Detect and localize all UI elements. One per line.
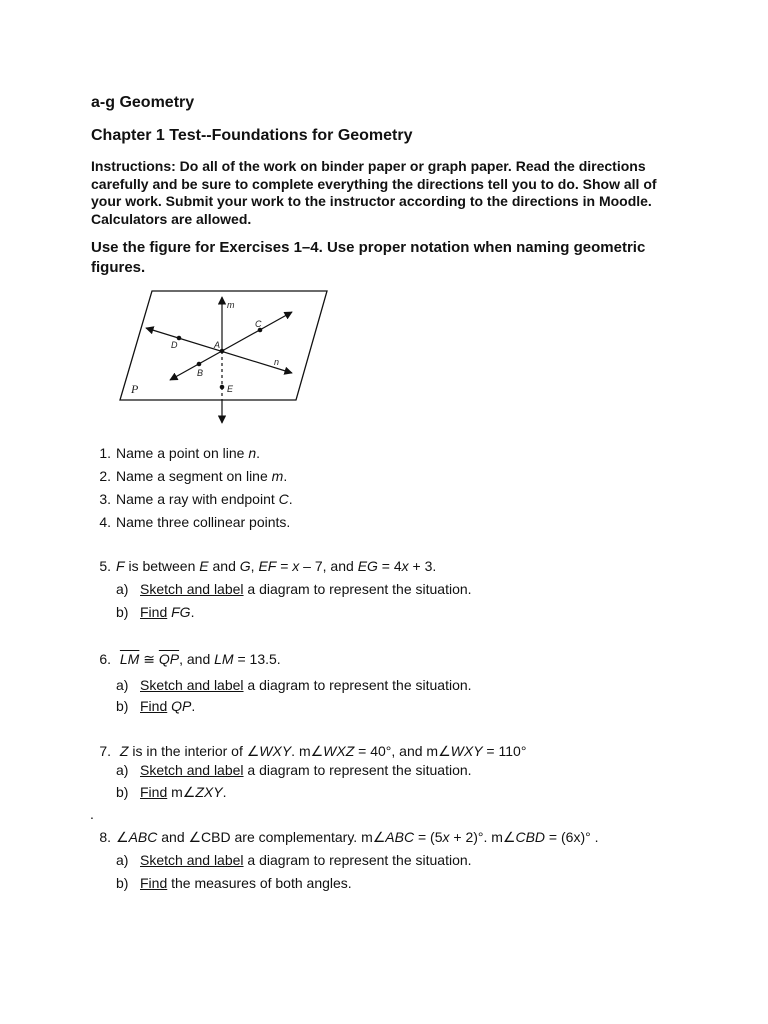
label-n: n [274, 357, 280, 367]
question-7: 7. Z is in the interior of ∠WXY. m∠WXZ = 40°, and m∠WXY = 110° [99, 743, 527, 759]
question-8a: a) Sketch and label a diagram to represent the situation. [116, 852, 472, 868]
question-2: 2. Name a segment on line m. [99, 468, 288, 484]
question-5b: b) Find FG. [116, 604, 195, 620]
question-3: 3. Name a ray with endpoint C. [99, 491, 293, 507]
course-title: a-g Geometry [91, 94, 195, 111]
label-d: D [171, 340, 178, 350]
label-e: E [227, 384, 234, 394]
figure-heading: Use the figure for Exercises 1–4. Use proper notation when naming geometric figures. [91, 239, 646, 276]
line-through-a [170, 312, 292, 380]
label-plane: P [131, 382, 139, 396]
line-n [146, 328, 292, 373]
question-6b: b) Find QP. [116, 698, 196, 714]
point-b [197, 362, 202, 367]
stray-dot: . [90, 806, 94, 822]
question-7b: b) Find m∠ZXY. [116, 784, 227, 800]
question-1: 1. Name a point on line n. [99, 445, 260, 461]
label-b: B [197, 368, 204, 378]
question-8b: b) Find the measures of both angles. [116, 875, 352, 891]
geometry-figure [110, 285, 340, 435]
question-7a: a) Sketch and label a diagram to represent the situation. [116, 762, 472, 778]
question-8: 8. ∠ABC and ∠CBD are complementary. m∠ABC = (5x + 2)°. m∠CBD = (6x)° . [99, 829, 599, 845]
label-a: A [214, 340, 221, 350]
question-5a: a) Sketch and label a diagram to represent the situation. [116, 581, 472, 597]
label-m: m [227, 300, 235, 310]
question-6: 6. $\overline{LM}$ ≅ $\overline{QP}$, and LM = 13.5. [99, 651, 281, 667]
question-4: 4. Name three collinear points. [99, 514, 291, 530]
chapter-title: Chapter 1 Test--Foundations for Geometry [91, 127, 413, 144]
point-e [220, 385, 225, 390]
question-6a: a) Sketch and label a diagram to represent the situation. [116, 677, 472, 693]
instructions: Instructions: Do all of the work on binder paper or graph paper. Read the directions carefully and be sure to complete everything the directions tell you to do. Show all of your work. Submit your work to the instructor according to the directions in Moodle. Calculators are allowed. [91, 158, 657, 227]
question-5: 5. F is between E and G, EF = x – 7, and EG = 4x + 3. [99, 558, 437, 574]
label-c: C [255, 319, 262, 329]
plane-p [120, 291, 327, 400]
point-a [220, 349, 225, 354]
